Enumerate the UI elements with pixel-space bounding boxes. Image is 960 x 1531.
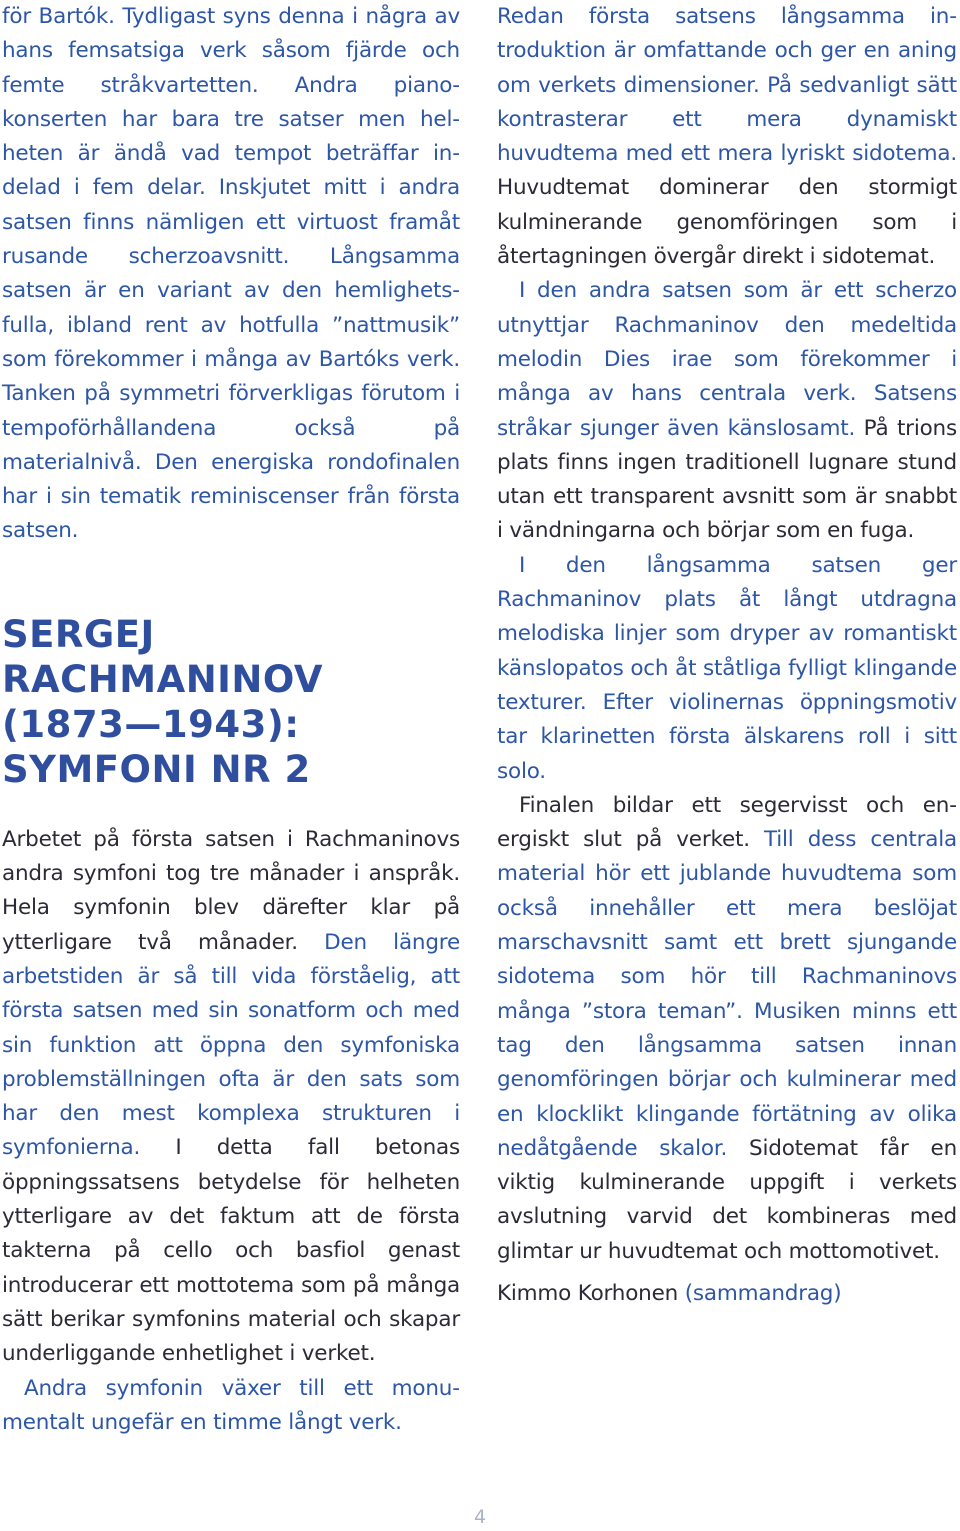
text-run: Till dess centrala material hör ett jublande huvudtema som också innehåller ett mera beslöjat marschavsnitt samt ett brett sjungande sidotema som hör till Rachmaninovs många ”stora teman”. Musiken minns ett tag den långsamma satsen innan genomföringen börjar och kulminerar med en klocklikt klingande förtätning av olika nedåtgående skalor. [497, 827, 957, 1161]
left-column [2, 0, 460, 1440]
text-run: I detta fall betonas öppningssatsens betydelse för helheten ytterligare av det faktum att de första takterna på cello och basfiol genast introducerar ett mottotema som på många sätt berikar symfonins material och skapar underliggande enhetlighet i verket. [2, 1135, 460, 1367]
author-signature [497, 1277, 957, 1311]
intro-paragraph: för Bartók. Tydligast syns denna i några av hans femsatsiga verk såsom fjärde och femte stråkvartetten. Andra pianokonserten har bara tre satser men helheten är ändå vad tempot beträffar indelad i fem delar. Inskjutet mitt i andra satsen finns nämligen ett virtuost framåt rusande scherzoavsnitt. Långsamma satsen är en variant av den hemlighetsfulla, ibland rent av hotfulla ”nattmusik” som förekommer i många av Bartóks verk. Tanken på symmetri förverkligas förutom i tempoförhållandena också på materialnivå. Den energiska rondofinalen har i sin tematik reminiscenser från första satsen. [2, 4, 460, 544]
body-paragraph [2, 823, 460, 1372]
right-column [497, 0, 957, 1311]
text-run: Finalen bildar ett segervisst och energiskt slut på verket. [497, 792, 957, 853]
text-run: Huvudtemat dominerar den stormigt kulminerande genomföringen som i återtagningen övergår direkt i sidotemat. [497, 175, 957, 270]
body-paragraph: I den långsamma satsen ger Rachmaninov plats åt långt utdragna melodiska linjer som dryper av romantiskt känslopatos och åt ståtliga fylligt klingande texturer. Efter violinernas öppningsmotiv tar klarinetten första älskarens roll i sitt solo. [497, 552, 957, 784]
text-run: Redan första satsens långsamma introduktion är omfattande och ger en aning om verkets dimensioner. På sedvanligt sätt kontrasterar ett mera dynamiskt huvudtema med ett mera lyriskt sidotema. [497, 4, 957, 167]
text-run: Arbetet på första satsen i Rachmaninovs andra symfoni tog tre månader i anspråk. Hela symfonin blev därefter klar på ytterligare två månader. [2, 826, 460, 955]
body-paragraph [497, 0, 957, 274]
text-run: På trions plats finns ingen traditionell lugnare stund utan ett transparent avsnitt som är snabbt i vändningarna och börjar som en fuga. [497, 415, 957, 544]
section-heading [2, 612, 460, 792]
text-run: Sidotemat får en viktig kulminerande uppgift i verkets avslutning varvid det kombineras med glimtar ur huvudtemat och mottomotivet. [497, 1135, 957, 1264]
page-number: 4 [473, 1506, 487, 1528]
body-paragraph [497, 274, 957, 548]
heading-work: SYMFONI NR 2 [2, 747, 311, 791]
heading-composer: SERGEJ RACHMANINOV [2, 612, 323, 701]
heading-years: (1873—1943): [2, 702, 300, 746]
body-paragraph: Andra symfonin växer till ett monumentalt ungefär en timme långt verk. [2, 1375, 460, 1435]
body-paragraph [497, 789, 957, 1269]
author-note: (sammandrag) [678, 1280, 842, 1306]
author-name: Kimmo Korhonen [497, 1280, 679, 1306]
text-run: I den andra satsen som är ett scherzo utnyttjar Rachmaninov den medeltida melodin Dies irae som förekommer i många av hans centrala verk. Satsens stråkar sjunger även känslosamt. [497, 278, 957, 441]
text-run: Den längre arbetstiden är så till vida förståelig, att första satsen med sin sonatform och med sin funktion att öppna den symfoniska problemställningen ofta är den sats som har den mest komplexa strukturen i symfonierna. [2, 929, 460, 1161]
